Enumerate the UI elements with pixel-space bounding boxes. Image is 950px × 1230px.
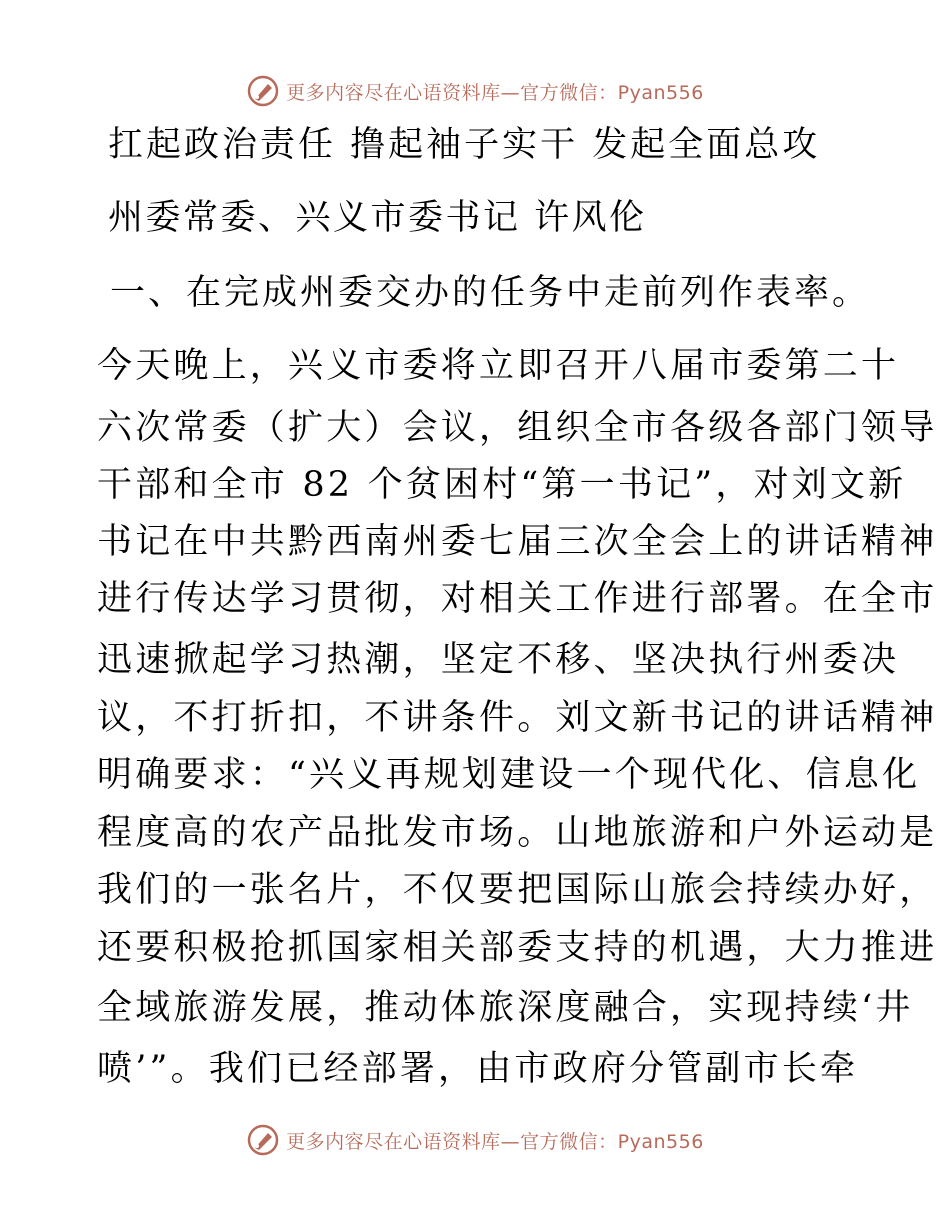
body-line: 我们的一张名片，不仅要把国际山旅会持续办好， (97, 870, 938, 910)
body-line: 程度高的农产品批发市场。山地旅游和户外运动是 (97, 813, 938, 853)
watermark-banner-top (0, 71, 950, 111)
body-line: 还要积极抢抓国家相关部委支持的机遇，大力推进 (97, 928, 938, 968)
watermark-text: 更多内容尽在心语资料库—官方微信：Pyan556 (286, 81, 704, 104)
document-title: 扛起政治责任 撸起袖子实干 发起全面总攻 (108, 125, 821, 165)
author-line: 州委常委、兴义市委书记 许风伦 (108, 198, 647, 238)
body-line: 干部和全市 82 个贫困村“第一书记”，对刘文新 (97, 465, 907, 505)
body-line: 进行传达学习贯彻，对相关工作进行部署。在全市 (97, 579, 938, 619)
pen-nib-circle-icon (246, 74, 280, 108)
body-line: 今天晚上，兴义市委将立即召开八届市委第二十 (97, 346, 900, 386)
body-line: 喷’”。我们已经部署，由市政府分管副市长牵 (97, 1049, 859, 1089)
body-line: 明确要求：“兴义再规划建设一个现代化、信息化 (97, 755, 921, 795)
pen-nib-circle-icon (246, 1123, 280, 1157)
watermark-text: 更多内容尽在心语资料库—官方微信：Pyan556 (286, 1130, 704, 1153)
body-line: 六次常委（扩大）会议，组织全市各级各部门领导 (97, 408, 938, 448)
body-line: 全域旅游发展，推动体旅深度融合，实现持续‘井 (97, 988, 914, 1028)
watermark-banner-bottom (0, 1120, 950, 1160)
section-heading: 一、在完成州委交办的任务中走前列作表率。 (110, 273, 871, 313)
body-line: 迅速掀起学习热潮，坚定不移、坚决执行州委决 (97, 640, 900, 680)
body-line: 议，不打折扣，不讲条件。刘文新书记的讲话精神 (97, 698, 938, 738)
body-line: 书记在中共黔西南州委七届三次全会上的讲话精神 (97, 522, 938, 562)
